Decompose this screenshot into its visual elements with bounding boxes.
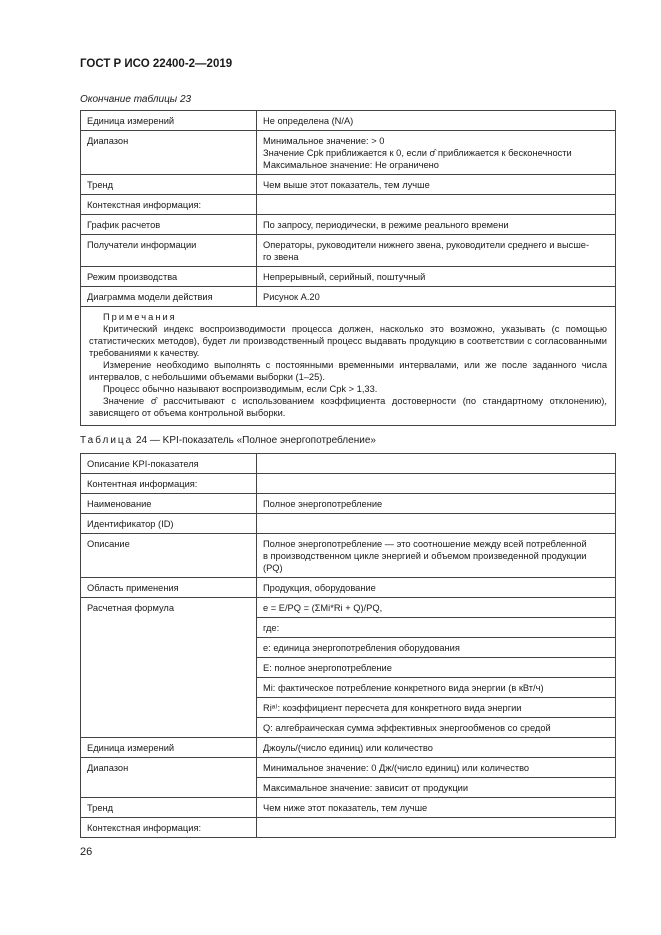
table23-value-line: Чем выше этот показатель, тем лучше: [263, 180, 430, 190]
table24-value: [257, 454, 616, 474]
table23-value-line: Операторы, руководители нижнего звена, руководители среднего и высше-: [263, 240, 590, 250]
table24-value-line: Продукция, оборудование: [263, 583, 376, 593]
table23-value: [257, 215, 616, 235]
table24-row-trend: [81, 798, 616, 818]
table23-value-line: [263, 199, 609, 211]
table24-row: [81, 534, 616, 578]
notes-title: Примечания: [103, 312, 177, 322]
table23-value: [257, 267, 616, 287]
table23-row: [81, 111, 616, 131]
table24-row-context: [81, 818, 616, 838]
table23-value-line: Непрерывный, серийный, поштучный: [263, 272, 426, 282]
table23-row: [81, 195, 616, 215]
context-key: Контекстная информация:: [81, 818, 257, 838]
table24-value-line: [263, 458, 609, 470]
table23-notes-row: [81, 307, 616, 426]
table24-row: [81, 454, 616, 474]
table24-row: [81, 474, 616, 494]
table24-value-line: в производственном цикле энергией и объемом произведенной продукции: [263, 551, 587, 561]
table24-key: Описание: [81, 534, 257, 578]
range-part-1: Минимальное значение: 0 Дж/(число единиц) или количество: [257, 758, 616, 778]
formula-part-6: Riᵃ⁾: коэффициент пересчета для конкретного вида энергии: [257, 698, 616, 718]
table23-row: [81, 287, 616, 307]
table23-value: [257, 235, 616, 267]
table24-row-range: [81, 758, 616, 778]
table23-value: [257, 195, 616, 215]
note-3: Процесс обычно называют воспроизводимым, если Cpk > 1,33.: [103, 384, 378, 394]
table23-value: [257, 287, 616, 307]
table23-key: Тренд: [81, 175, 257, 195]
table24-value: [257, 534, 616, 578]
table24-value-line: [263, 518, 609, 530]
formula-part-5: Mi: фактическое потребление конкретного вида энергии (в кВт/ч): [257, 678, 616, 698]
table24-value: [257, 514, 616, 534]
formula-part-4: E: полное энергопотребление: [257, 658, 616, 678]
table24-row: [81, 494, 616, 514]
table24-key: Идентификатор (ID): [81, 514, 257, 534]
table24-value: [257, 494, 616, 514]
note-2: Измерение необходимо выполнять с постоянными временными интервалами, или же после заданного числа интервалов, с небольшими объемами выборки (1–25).: [89, 360, 607, 382]
table24-value: [257, 474, 616, 494]
table23-row: [81, 267, 616, 287]
table24-value-line: Полное энергопотребление: [263, 499, 383, 509]
table24-row-unit: [81, 738, 616, 758]
table-24: [80, 453, 616, 838]
document-header: ГОСТ Р ИСО 22400-2—2019: [80, 58, 233, 70]
table24-key: Контентная информация:: [81, 474, 257, 494]
table23-value-line: По запросу, периодически, в режиме реального времени: [263, 220, 509, 230]
table23-row: [81, 215, 616, 235]
table23-key: Диаграмма модели действия: [81, 287, 257, 307]
trend-value: Чем ниже этот показатель, тем лучше: [257, 798, 616, 818]
table23-value-line: Минимальное значение: > 0: [263, 136, 385, 146]
formula-key: Расчетная формула: [81, 598, 257, 738]
formula-part-7: Q: алгебраическая сумма эффективных энергообменов со средой: [257, 718, 616, 738]
unit-value: Джоуль/(число единиц) или количество: [257, 738, 616, 758]
table23-key: График расчетов: [81, 215, 257, 235]
table23-value: [257, 111, 616, 131]
page-number: 26: [80, 846, 93, 858]
trend-key: Тренд: [81, 798, 257, 818]
table23-row: [81, 175, 616, 195]
table23-value-line: Рисунок А.20: [263, 292, 320, 302]
formula-part-2: где:: [257, 618, 616, 638]
table23-row: [81, 131, 616, 175]
table23-caption: Окончание таблицы 23: [80, 94, 192, 105]
table24-key: Область применения: [81, 578, 257, 598]
table-23: [80, 110, 616, 426]
table24-row-formula: [81, 598, 616, 618]
table24-caption: [80, 435, 376, 446]
table23-value: [257, 131, 616, 175]
table24-caption-label: Таблица: [80, 435, 134, 446]
table23-notes: [81, 307, 616, 426]
note-1: Критический индекс воспроизводимости процесса должен, насколько это возможно, указывать (с помощью статистических методов), будет ли производственный процесс выдавать продукцию в соответствии с согласованными требованиями к качеству.: [89, 324, 607, 358]
table23-key: Получатели информации: [81, 235, 257, 267]
table23-key: Контекстная информация:: [81, 195, 257, 215]
table23-value-line: Значение Cpk приближается к 0, если σ̂ приближается к бесконечности: [263, 148, 572, 158]
range-key: Диапазон: [81, 758, 257, 798]
table23-key: Единица измерений: [81, 111, 257, 131]
table24-key: Описание KPI-показателя: [81, 454, 257, 474]
range-part-2: Максимальное значение: зависит от продукции: [257, 778, 616, 798]
table24-value-line: Полное энергопотребление — это соотношение между всей потребленной: [263, 539, 587, 549]
table23-value-line: Не определена (N/A): [263, 116, 354, 126]
table23-value-line: го звена: [263, 252, 299, 262]
formula-part-1: e = E/PQ = (ΣMi*Ri + Q)/PQ,: [257, 598, 616, 618]
table24-row: [81, 514, 616, 534]
unit-key: Единица измерений: [81, 738, 257, 758]
table24-value-line: [263, 478, 609, 490]
table24-caption-title: 24 — KPI-показатель «Полное энергопотребление»: [136, 435, 376, 446]
table23-value: [257, 175, 616, 195]
table24-row: [81, 578, 616, 598]
note-4: Значение σ̂ рассчитывают с использованием коэффициента достоверности (по стандартному отклонению), зависящего от объема контрольной выборки.: [89, 396, 607, 418]
table23-key: Режим производства: [81, 267, 257, 287]
table23-key: Диапазон: [81, 131, 257, 175]
table24-value: [257, 578, 616, 598]
table24-value-line: (PQ): [263, 563, 283, 573]
context-value: [257, 818, 616, 838]
table23-row: [81, 235, 616, 267]
table23-value-line: Максимальное значение: Не ограничено: [263, 160, 439, 170]
table24-key: Наименование: [81, 494, 257, 514]
formula-part-3: e: единица энергопотребления оборудования: [257, 638, 616, 658]
